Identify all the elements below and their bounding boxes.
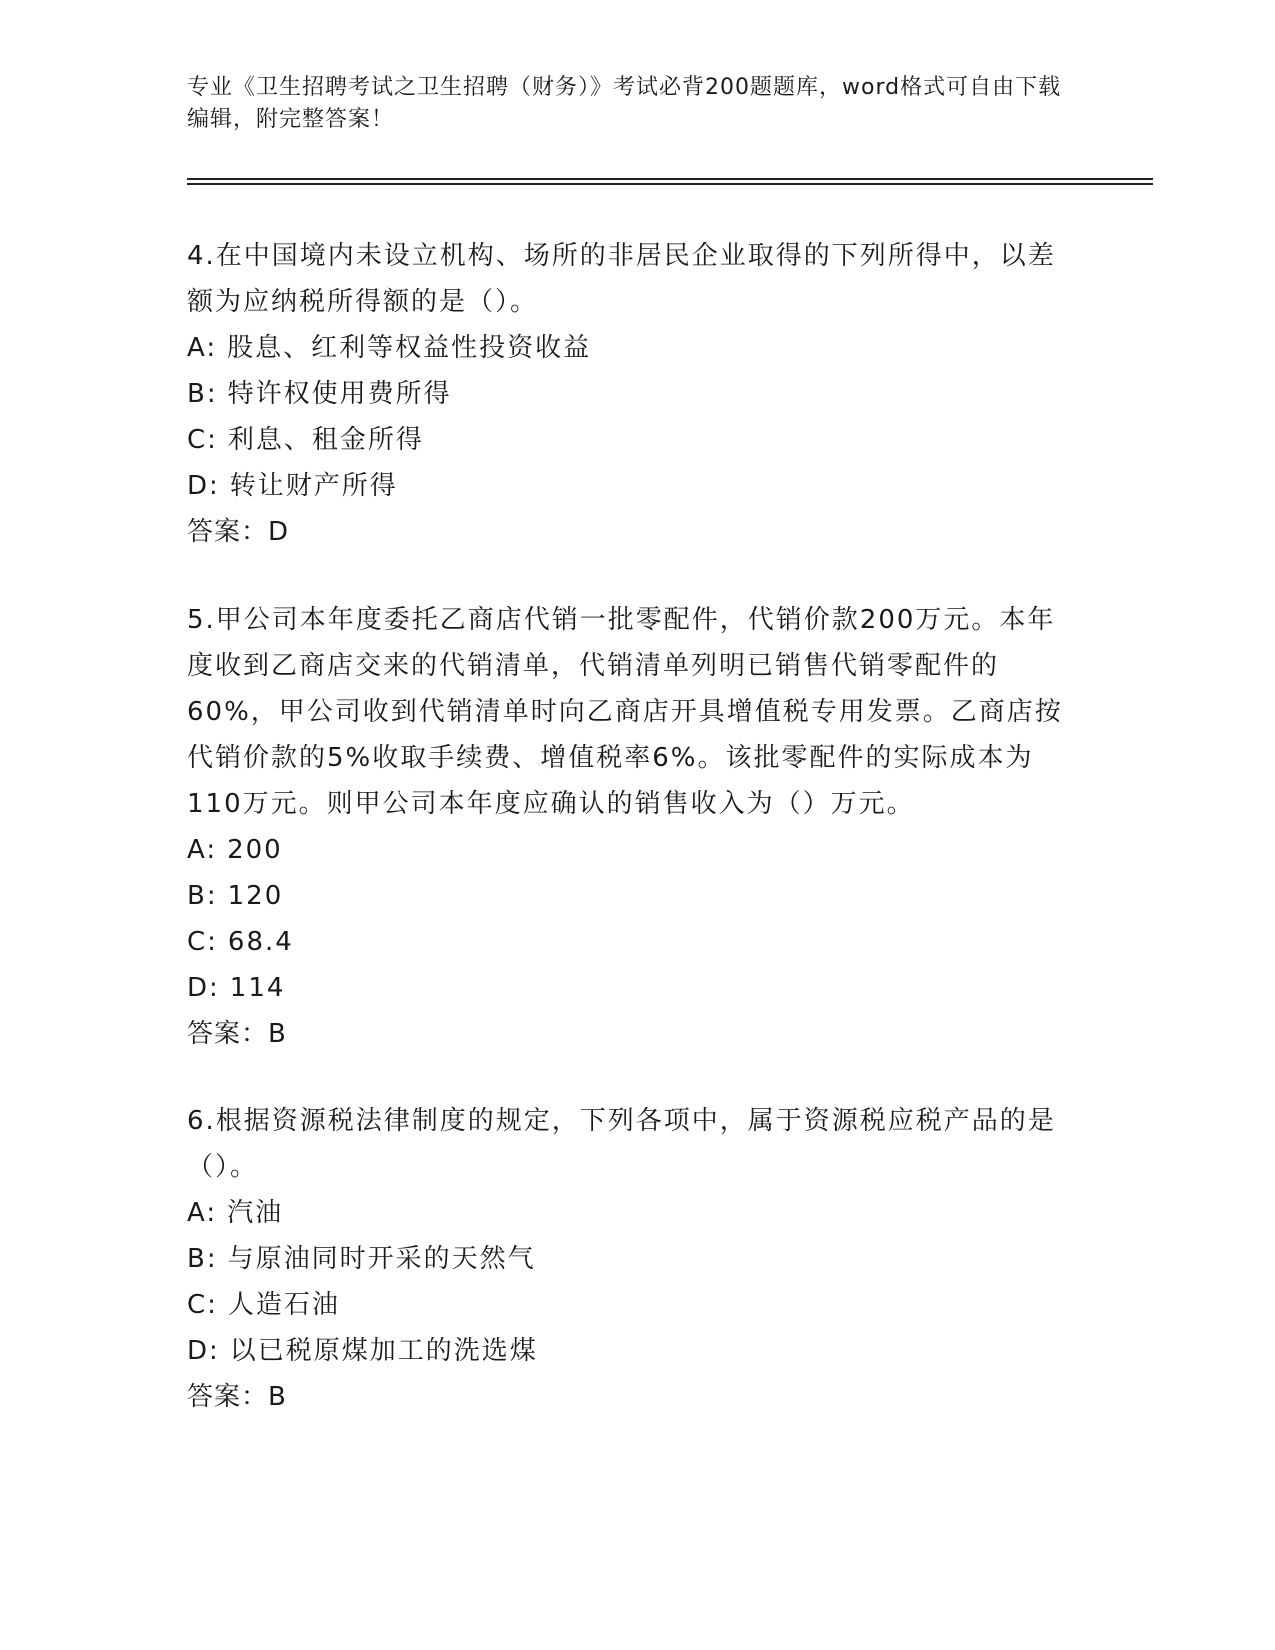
option-value: 与原油同时开采的天然气: [227, 1244, 536, 1274]
answer: 答案：B: [187, 1382, 287, 1412]
option-d: [187, 965, 1077, 1011]
option-value: 股息、红利等权益性投资收益: [227, 333, 592, 363]
option-label: A:: [187, 1198, 218, 1228]
option-c: [187, 1282, 1077, 1328]
document-header: 专业《卫生招聘考试之卫生招聘（财务）》考试必背200题题库，word格式可自由下载编辑，附完整答案！: [187, 75, 1062, 132]
question-5: [187, 597, 1077, 1057]
option-label: B:: [187, 1244, 218, 1274]
option-b: [187, 873, 1077, 919]
option-label: A:: [187, 333, 218, 363]
question-text: 5.甲公司本年度委托乙商店代销一批零配件，代销价款200万元。本年度收到乙商店交来的代销清单，代销清单列明已销售代销零配件的60%，甲公司收到代销清单时向乙商店开具增值税专用发票。乙商店按代销价款的5%收取手续费、增值税率6%。该批零配件的实际成本为110万元。则甲公司本年度应确认的销售收入为（）万元。: [187, 605, 1063, 819]
question-text: 6.根据资源税法律制度的规定，下列各项中，属于资源税应税产品的是（）。: [187, 1106, 1056, 1182]
option-value: 114: [229, 973, 286, 1003]
option-value: 转让财产所得: [229, 471, 398, 501]
option-d: [187, 463, 1077, 509]
option-label: B:: [187, 379, 218, 409]
option-value: 人造石油: [227, 1290, 340, 1320]
answer: 答案：B: [187, 1019, 287, 1049]
option-label: D:: [187, 973, 220, 1003]
option-label: D:: [187, 1336, 220, 1366]
option-a: [187, 1190, 1077, 1236]
option-label: C:: [187, 1290, 218, 1320]
option-value: 68.4: [227, 927, 294, 957]
header-divider-bottom: [187, 183, 1153, 185]
option-value: 利息、租金所得: [227, 425, 424, 455]
option-a: [187, 325, 1077, 371]
option-value: 特许权使用费所得: [227, 379, 452, 409]
option-value: 以已税原煤加工的洗选煤: [229, 1336, 538, 1366]
option-b: [187, 1236, 1077, 1282]
header-divider-top: [187, 178, 1153, 180]
question-4: [187, 233, 1077, 555]
option-c: [187, 919, 1077, 965]
option-b: [187, 371, 1077, 417]
option-label: C:: [187, 425, 218, 455]
option-c: [187, 417, 1077, 463]
option-label: B:: [187, 881, 218, 911]
question-6: [187, 1098, 1077, 1420]
answer: 答案：D: [187, 517, 290, 547]
option-value: 120: [227, 881, 284, 911]
option-value: 200: [227, 835, 283, 865]
option-label: A:: [187, 835, 218, 865]
option-a: [187, 827, 1077, 873]
option-d: [187, 1328, 1077, 1374]
option-label: D:: [187, 471, 220, 501]
question-text: 4.在中国境内未设立机构、场所的非居民企业取得的下列所得中，以差额为应纳税所得额的是（）。: [187, 241, 1056, 317]
option-value: 汽油: [227, 1198, 284, 1228]
option-label: C:: [187, 927, 218, 957]
